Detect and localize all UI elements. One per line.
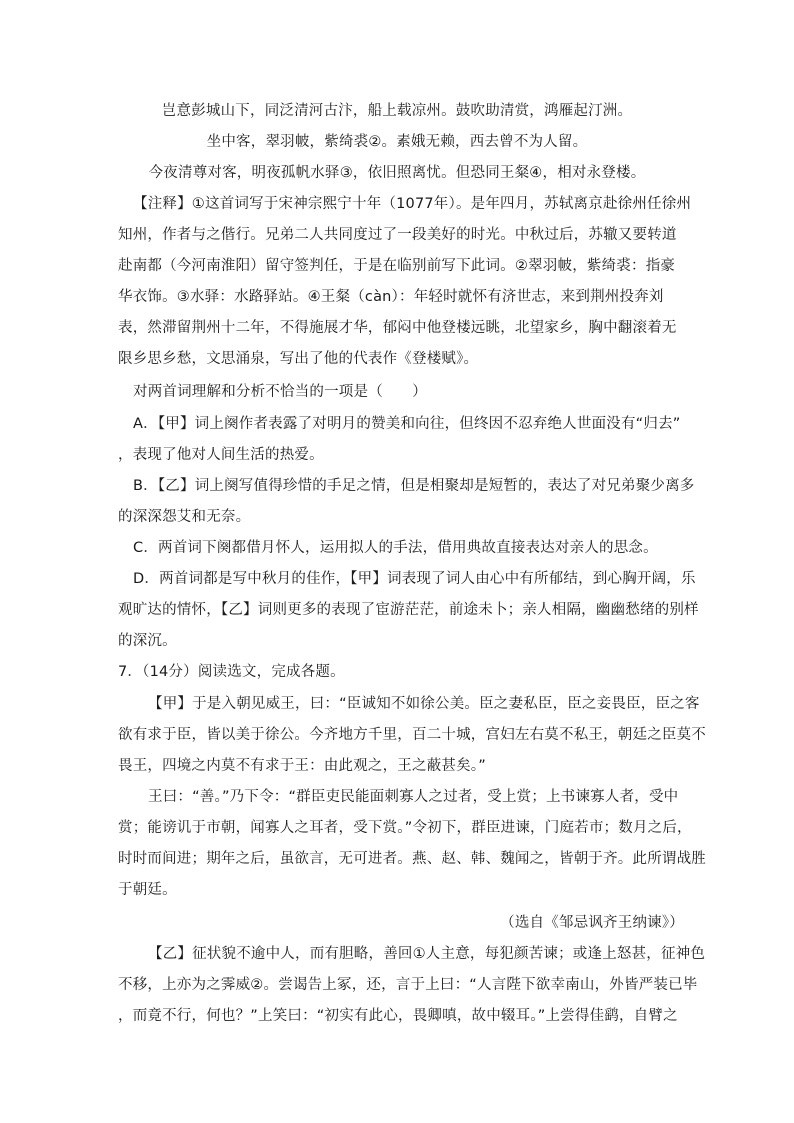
notes-line-6: 限乡思乡愁，文思涌泉，写出了他的代表作《登楼赋》。 <box>118 351 479 367</box>
notes-line-4: 华衣饰。③水驿：水路驿站。④王粲（càn）：年轻时就怀有济世志，来到荆州投奔刘 <box>118 289 664 305</box>
option-d-line-2: 观旷达的情怀，【乙】词则更多的表现了宦游茫茫，前途未卜；亲人相隔，幽幽愁绪的别样 <box>118 602 699 618</box>
passage-source: （选自《邹忌讽齐王纳谏》） <box>500 915 684 931</box>
passage-jia-p2-line-3: 时时而间进；期年之后，虽欲言，无可进者。燕、赵、韩、魏闻之，皆朝于齐。此所谓战胜 <box>118 851 706 867</box>
passage-yi-line-2: 不移，上亦为之霁威②。尝谒告上冢，还，言于上曰：“人言陛下欲幸南山，外皆严装已毕 <box>118 977 698 993</box>
notes-line-3: 赴南都（今河南淮阳）留守签判任，于是在临别前写下此词。②翠羽帔，紫绮裘：指豪 <box>118 258 676 274</box>
passage-jia-p1-line-2: 欲有求于臣，皆以美于徐公。今齐地方千里，百二十城，宫妇左右莫不私王，朝廷之臣莫不 <box>118 727 706 743</box>
option-a-line-2: ，表现了他对人间生活的热爱。 <box>118 447 324 463</box>
option-a-line-1: A．【甲】词上阕作者表露了对明月的赞美和向往，但终因不忍弃绝人世面没有“归去” <box>133 416 681 432</box>
option-d-line-1: D．两首词都是写中秋月的佳作，【甲】词表现了词人由心中有所郁结，到心胸开阔，乐 <box>133 571 696 587</box>
passage-yi-line-1: 【乙】征状貌不逾中人，而有胆略，善回①人主意，每犯颜苦谏；或逢上怒甚，征神色 <box>148 946 706 962</box>
passage-jia-p1-line-1: 【甲】于是入朝见威王，曰：“臣诚知不如徐公美。臣之妻私臣，臣之妾畏臣，臣之客 <box>148 696 700 712</box>
option-b-line-1: B．【乙】词上阕写值得珍惜的手足之情，但是相聚却是短暂的，表达了对兄弟聚少离多 <box>133 478 695 494</box>
option-b-line-2: 的深深怨艾和无奈。 <box>118 509 251 525</box>
question-6-stem: 对两首词理解和分析不恰当的一项是（ ） <box>133 384 427 400</box>
option-c-line-1: C．两首词下阕都借月怀人，运用拟人的手法，借用典故直接表达对亲人的思念。 <box>133 540 658 556</box>
poem-line-1: 岂意彭城山下，同泛清河古汴，船上载凉州。鼓吹助清赏，鸿雁起汀洲。 <box>161 103 633 119</box>
passage-jia-p2-line-1: 王曰：“善。”乃下令：“群臣吏民能面刺寡人之过者，受上赏；上书谏寡人者，受中 <box>148 789 679 805</box>
passage-jia-p2-line-2: 赏；能谤讥于市朝，闻寡人之耳者，受下赏。”令初下，群臣进谏，门庭若市；数月之后， <box>118 820 692 836</box>
poem-line-3: 今夜清尊对客，明夜孤帆水驿③，依旧照离忧。但恐同王粲④，相对永登楼。 <box>148 165 646 181</box>
notes-line-1: 【注释】①这首词写于宋神宗熙宁十年（1077年）。是年四月，苏轼离京赴徐州任徐州 <box>133 196 692 212</box>
notes-line-5: 表，然滞留荆州十二年，不得施展才华，郁闷中他登楼远眺，北望家乡，胸中翻滚着无 <box>118 320 677 336</box>
poem-line-2: 坐中客，翠羽帔，紫绮裘②。素娥无赖，西去曾不为人留。 <box>206 134 588 150</box>
notes-line-2: 知州，作者与之偕行。兄弟二人共同度过了一段美好的时光。中秋过后，苏辙又要转道 <box>118 227 677 243</box>
question-7-header: 7．（14分）阅读选文，完成各题。 <box>118 664 345 680</box>
passage-yi-line-3: ，而竟不行，何也？”上笑曰：“初实有此心，畏卿嗔，故中辍耳。”上尝得佳鹞，自臂之 <box>118 1008 678 1024</box>
passage-jia-p2-line-4: 于朝廷。 <box>118 882 177 898</box>
option-d-line-3: 的深沉。 <box>118 633 177 649</box>
passage-jia-p1-line-3: 畏王，四境之内莫不有求于王：由此观之，王之蔽甚矣。” <box>118 758 486 774</box>
